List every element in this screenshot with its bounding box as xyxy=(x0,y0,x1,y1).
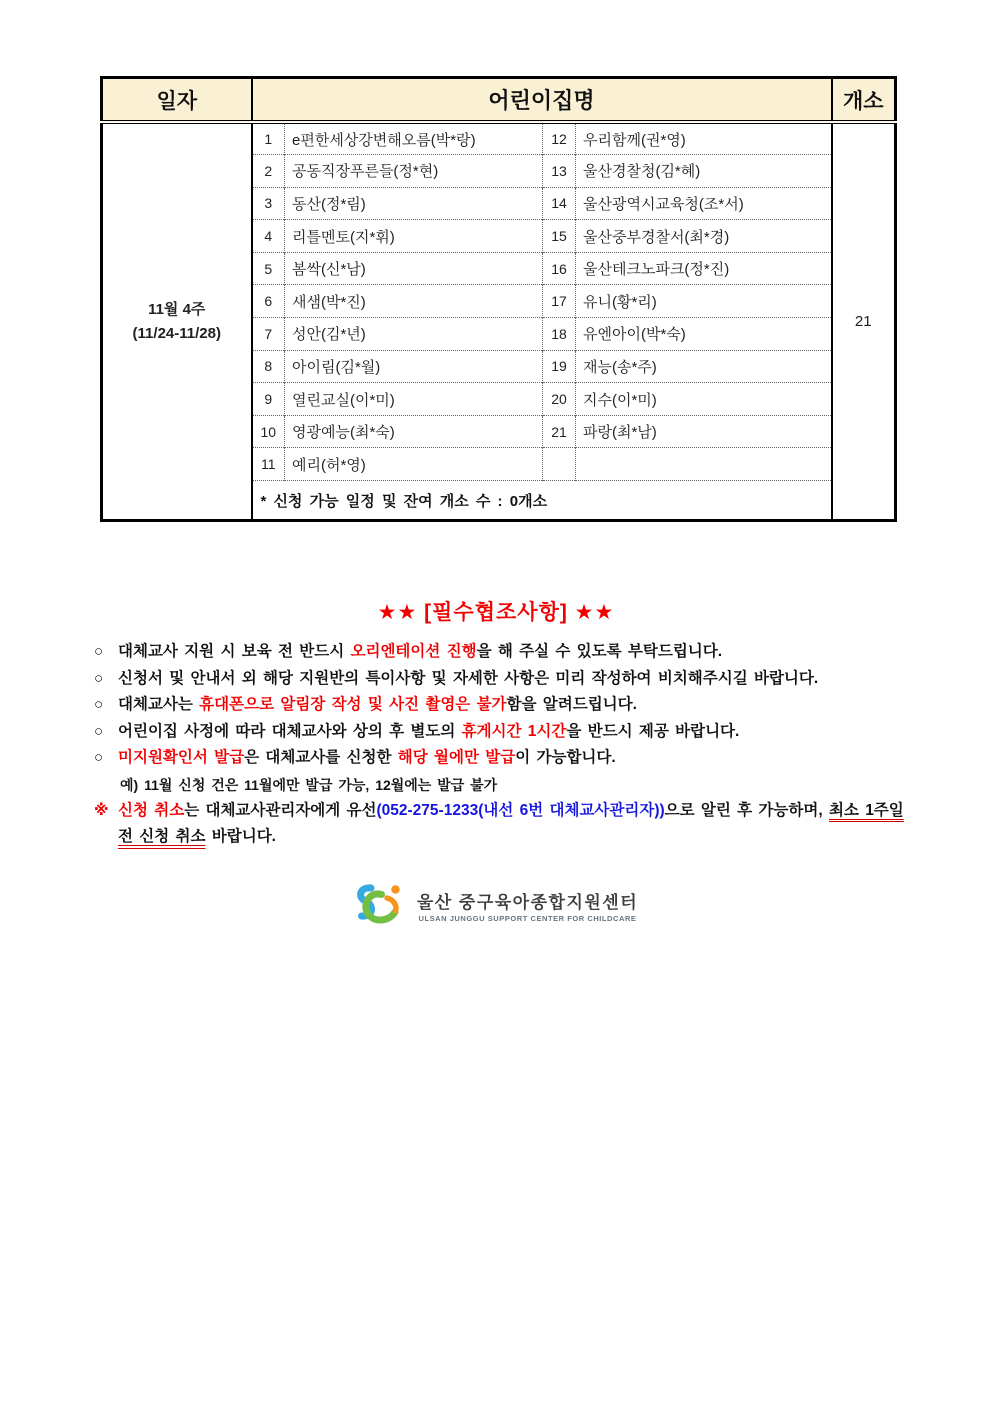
schedule-table xyxy=(100,76,897,522)
center-name: 동산(정*림) xyxy=(285,187,543,220)
date-range: (11/24-11/28) xyxy=(132,324,221,342)
center-name: 울산경찰청(김*혜) xyxy=(576,155,832,188)
row-number: 13 xyxy=(543,155,576,188)
notice-item: ○ 미지원확인서 발급은 대체교사를 신청한 해당 월에만 발급이 가능합니다. xyxy=(94,745,904,772)
center-name xyxy=(576,448,832,481)
table-row xyxy=(102,122,896,155)
center-name: 영광예능(최*숙) xyxy=(285,415,543,448)
logo-korean-title: 울산 중구육아종합지원센터 xyxy=(416,892,639,912)
row-number: 20 xyxy=(543,383,576,416)
center-name: 열린교실(이*미) xyxy=(285,383,543,416)
center-name: 리틀멘토(지*휘) xyxy=(285,220,543,253)
header-date: 일자 xyxy=(102,78,252,123)
notice-title: ★★ [필수협조사항] ★★ xyxy=(377,601,615,624)
notice-item: ○ 대체교사는 휴대폰으로 알림장 작성 및 사진 촬영은 불가함을 알려드립니다. xyxy=(94,692,904,719)
circle-bullet-icon: ○ xyxy=(94,749,104,766)
row-number: 19 xyxy=(543,350,576,383)
center-name: 아이림(김*월) xyxy=(285,350,543,383)
center-name: 재능(송*주) xyxy=(576,350,832,383)
availability-note xyxy=(252,481,832,521)
center-name: 예리(허*영) xyxy=(285,448,543,481)
row-number: 6 xyxy=(252,285,285,318)
row-number: 15 xyxy=(543,220,576,253)
row-number: 21 xyxy=(543,415,576,448)
center-name: e편한세상강변해오름(박*랑) xyxy=(285,122,543,155)
center-name: 우리함께(권*영) xyxy=(583,131,686,149)
row-number: 8 xyxy=(252,350,285,383)
row-number: 3 xyxy=(252,187,285,220)
row-number: 4 xyxy=(252,220,285,253)
row-number: 10 xyxy=(252,415,285,448)
header-center-name: 어린이집명 xyxy=(252,78,832,123)
row-number: 1 xyxy=(252,122,285,155)
center-name: 성안(김*년) xyxy=(285,318,543,351)
row-number: 16 xyxy=(543,252,576,285)
count-value: 21 xyxy=(832,122,896,521)
note-value: 0개소 xyxy=(509,492,548,510)
center-name: 울산테크노파크(정*진) xyxy=(576,252,832,285)
note-label: * 신청 가능 일정 및 잔여 개소 수 : xyxy=(260,492,510,510)
sc-logo-icon xyxy=(354,882,408,928)
center-name: 지수(이*미) xyxy=(576,383,832,416)
circle-bullet-icon: ○ xyxy=(94,696,104,713)
notice-list xyxy=(94,639,904,851)
circle-bullet-icon: ○ xyxy=(94,722,104,740)
reference-mark-icon: ※ xyxy=(94,801,109,819)
row-number: 7 xyxy=(252,318,285,351)
center-name: 유니(황*리) xyxy=(576,285,832,318)
notice-item-cancel: ※ 신청 취소는 대체교사관리자에게 유선(052-275-1233(내선 6번 대체교사관리자))으로 알린 후 가능하며, 최소 1주일 전 신청 취소 바랍니다. xyxy=(94,798,904,851)
row-number xyxy=(543,448,576,481)
row-number: 17 xyxy=(543,285,576,318)
row-number: 5 xyxy=(252,252,285,285)
organization-logo xyxy=(0,882,992,928)
notice-item: ○ 신청서 및 안내서 외 해당 지원반의 특이사항 및 자세한 사항은 미리 작성하여 비치해주시길 바랍니다. xyxy=(94,666,904,693)
notice-example: 예) 11월 신청 건은 11월에만 발급 가능, 12월에는 발급 불가 xyxy=(120,776,498,793)
row-number: 2 xyxy=(252,155,285,188)
circle-bullet-icon: ○ xyxy=(94,643,104,660)
date-cell xyxy=(102,122,252,521)
center-name: 유엔아이(박*숙) xyxy=(576,318,832,351)
logo-english-subtitle: ULSAN JUNGGU SUPPORT CENTER FOR CHILDCARE xyxy=(418,913,637,923)
center-name: 울산광역시교육청(조*서) xyxy=(576,187,832,220)
center-name: 새샘(박*진) xyxy=(285,285,543,318)
center-name: 봄싹(신*남) xyxy=(285,252,543,285)
notice-item: ○ 대체교사 지원 시 보육 전 반드시 오리엔테이션 진행을 해 주실 수 있도록 부탁드립니다. xyxy=(94,639,904,666)
header-count: 개소 xyxy=(832,78,896,123)
center-name: 공동직장푸른들(정*현) xyxy=(285,155,543,188)
center-name: 파랑(최*남) xyxy=(576,415,832,448)
row-number: 11 xyxy=(252,448,285,481)
center-name: 울산중부경찰서(최*경) xyxy=(576,220,832,253)
circle-bullet-icon: ○ xyxy=(94,669,104,687)
date-week: 11월 4주 xyxy=(148,300,206,318)
row-number: 9 xyxy=(252,383,285,416)
row-number: 12 xyxy=(543,122,576,155)
notice-item: ○ 어린이집 사정에 따라 대체교사와 상의 후 별도의 휴게시간 1시간을 반드시 제공 바랍니다. xyxy=(94,719,904,746)
row-number: 18 xyxy=(543,318,576,351)
table-header-row xyxy=(102,78,896,123)
row-number: 14 xyxy=(543,187,576,220)
